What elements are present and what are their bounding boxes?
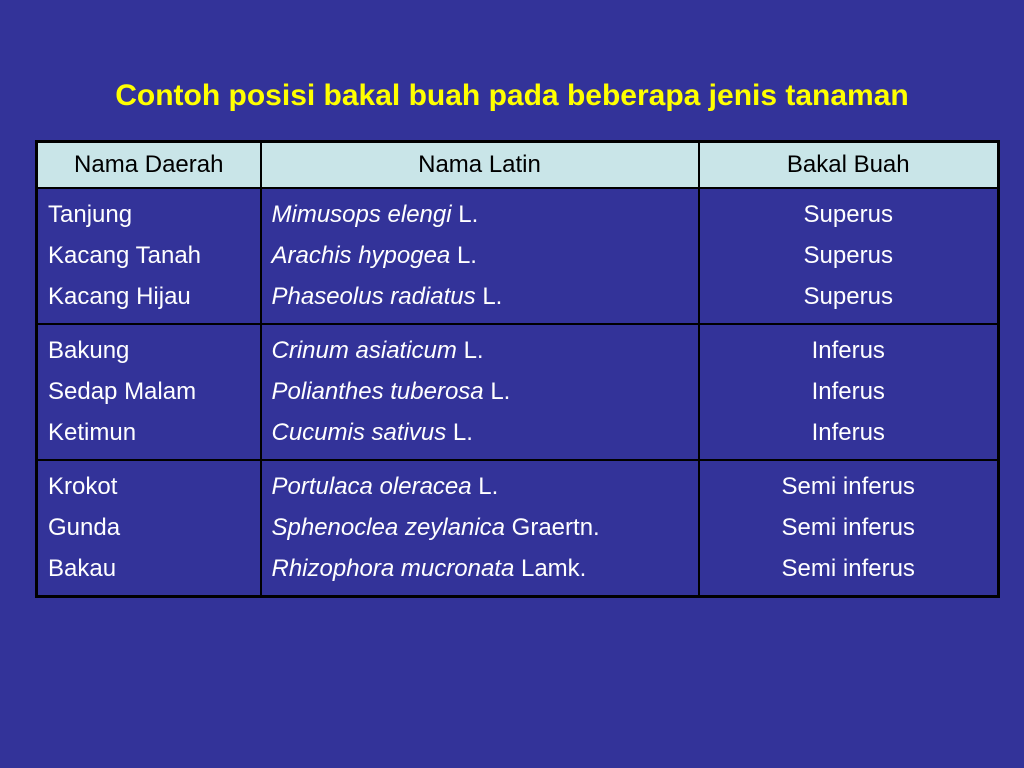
bakal-buah-item: Superus <box>803 242 893 269</box>
nama-latin-item <box>272 197 688 238</box>
cell-nama-daerah <box>37 324 261 460</box>
nama-daerah-item: Bakau <box>48 555 117 582</box>
header-nama-latin: Nama Latin <box>261 142 699 189</box>
latin-name: Phaseolus radiatus <box>271 283 476 310</box>
latin-name: Crinum asiaticum <box>271 337 457 364</box>
table-container <box>35 140 1000 598</box>
nama-daerah-item: Bakung <box>48 337 130 364</box>
nama-latin-item <box>272 279 688 320</box>
plant-table <box>35 140 1000 598</box>
latin-name: Rhizophora mucronata <box>271 555 515 582</box>
latin-author: Graertn. <box>511 514 600 541</box>
bakal-buah-item: Semi inferus <box>781 555 915 582</box>
bakal-buah-item: Inferus <box>811 337 885 364</box>
nama-daerah-item: Kacang Hijau <box>48 283 191 310</box>
nama-latin-item <box>272 333 688 374</box>
latin-author: L. <box>452 419 473 446</box>
slide-title: Contoh posisi bakal buah pada beberapa jenis tanaman <box>115 79 909 112</box>
cell-nama-latin <box>261 188 699 324</box>
latin-name: Mimusops elengi <box>271 201 452 228</box>
bakal-buah-item: Superus <box>803 201 893 228</box>
latin-author: L. <box>478 473 499 500</box>
nama-daerah-item: Gunda <box>48 514 121 541</box>
latin-author: L. <box>490 378 511 405</box>
latin-author: L. <box>458 201 479 228</box>
bakal-buah-item: Superus <box>803 283 893 310</box>
nama-latin-item <box>272 415 688 456</box>
header-nama-daerah: Nama Daerah <box>37 142 261 189</box>
nama-daerah-item: Sedap Malam <box>48 378 197 405</box>
latin-author: L. <box>456 242 477 269</box>
bakal-buah-item: Semi inferus <box>781 473 915 500</box>
cell-nama-daerah <box>37 460 261 596</box>
bakal-buah-item: Semi inferus <box>781 514 915 541</box>
bakal-buah-item: Inferus <box>811 419 885 446</box>
table-row <box>37 188 999 324</box>
latin-author: L. <box>463 337 484 364</box>
table-header-row <box>37 142 999 189</box>
nama-latin-item <box>272 469 688 510</box>
table-row <box>37 460 999 596</box>
nama-daerah-item: Kacang Tanah <box>48 242 202 269</box>
latin-name: Polianthes tuberosa <box>271 378 484 405</box>
latin-name: Arachis hypogea <box>271 242 451 269</box>
cell-nama-latin <box>261 460 699 596</box>
nama-latin-item <box>272 374 688 415</box>
latin-name: Portulaca oleracea <box>271 473 472 500</box>
latin-author: L. <box>482 283 503 310</box>
cell-nama-daerah <box>37 188 261 324</box>
nama-latin-item <box>272 510 688 551</box>
cell-nama-latin <box>261 324 699 460</box>
table-row <box>37 324 999 460</box>
nama-latin-item <box>272 551 688 592</box>
latin-author: Lamk. <box>520 555 587 582</box>
cell-bakal-buah <box>699 188 999 324</box>
cell-bakal-buah <box>699 324 999 460</box>
nama-daerah-item: Ketimun <box>48 419 137 446</box>
bakal-buah-item: Inferus <box>811 378 885 405</box>
latin-name: Sphenoclea zeylanica <box>271 514 505 541</box>
nama-daerah-item: Krokot <box>48 473 118 500</box>
cell-bakal-buah <box>699 460 999 596</box>
nama-daerah-item: Tanjung <box>48 201 133 228</box>
latin-name: Cucumis sativus <box>271 419 447 446</box>
nama-latin-item <box>272 238 688 279</box>
header-bakal-buah: Bakal Buah <box>699 142 999 189</box>
